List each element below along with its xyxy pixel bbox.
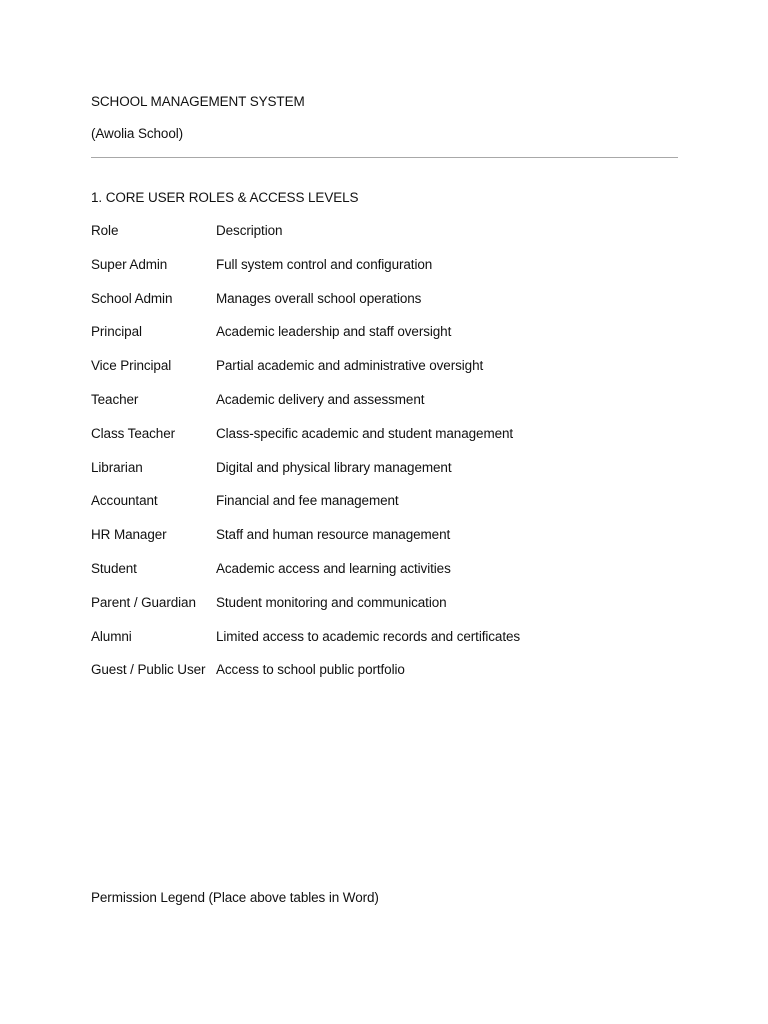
table-row: [91, 560, 611, 594]
table-row: [91, 290, 611, 324]
role-cell: Librarian: [91, 459, 143, 475]
table-row: [91, 628, 611, 662]
description-cell: Financial and fee management: [216, 493, 399, 509]
document-title: SCHOOL MANAGEMENT SYSTEM: [91, 94, 305, 109]
description-cell: Full system control and configuration: [216, 256, 433, 272]
document-subtitle: (Awolia School): [91, 126, 184, 141]
roles-table: [91, 222, 611, 695]
role-cell: Class Teacher: [91, 425, 175, 441]
role-cell: Student: [91, 560, 137, 576]
table-row: [91, 256, 611, 290]
table-row: [91, 357, 611, 391]
description-cell: Academic access and learning activities: [216, 560, 451, 576]
description-cell: Manages overall school operations: [216, 290, 422, 306]
description-cell: Partial academic and administrative oversight: [216, 358, 484, 374]
description-cell: Digital and physical library management: [216, 459, 452, 475]
description-cell: Limited access to academic records and certificates: [216, 628, 521, 644]
table-row: [91, 661, 611, 695]
description-cell: Academic leadership and staff oversight: [216, 324, 452, 340]
role-cell: Guest / Public User: [91, 662, 206, 678]
role-cell: Teacher: [91, 391, 139, 407]
role-cell: Alumni: [91, 628, 132, 644]
section-heading: 1. CORE USER ROLES & ACCESS LEVELS: [91, 190, 359, 205]
column-header-description: Description: [216, 223, 283, 238]
role-cell: HR Manager: [91, 527, 167, 543]
table-header-row: [91, 222, 611, 256]
table-row: [91, 459, 611, 493]
horizontal-rule: [91, 157, 678, 158]
description-cell: Staff and human resource management: [216, 527, 451, 543]
role-cell: School Admin: [91, 290, 173, 306]
description-cell: Class-specific academic and student management: [216, 425, 514, 441]
table-row: [91, 526, 611, 560]
table-row: [91, 323, 611, 357]
role-cell: Super Admin: [91, 256, 168, 272]
permission-legend-heading: Permission Legend (Place above tables in Word): [91, 890, 379, 905]
description-cell: Academic delivery and assessment: [216, 391, 425, 407]
table-row: [91, 425, 611, 459]
description-cell: Access to school public portfolio: [216, 662, 405, 678]
column-header-role: Role: [91, 223, 119, 238]
role-cell: Parent / Guardian: [91, 594, 196, 610]
role-cell: Vice Principal: [91, 358, 172, 374]
description-cell: Student monitoring and communication: [216, 594, 447, 610]
role-cell: Accountant: [91, 493, 158, 509]
table-row: [91, 492, 611, 526]
table-row: [91, 391, 611, 425]
table-row: [91, 594, 611, 628]
role-cell: Principal: [91, 324, 142, 340]
